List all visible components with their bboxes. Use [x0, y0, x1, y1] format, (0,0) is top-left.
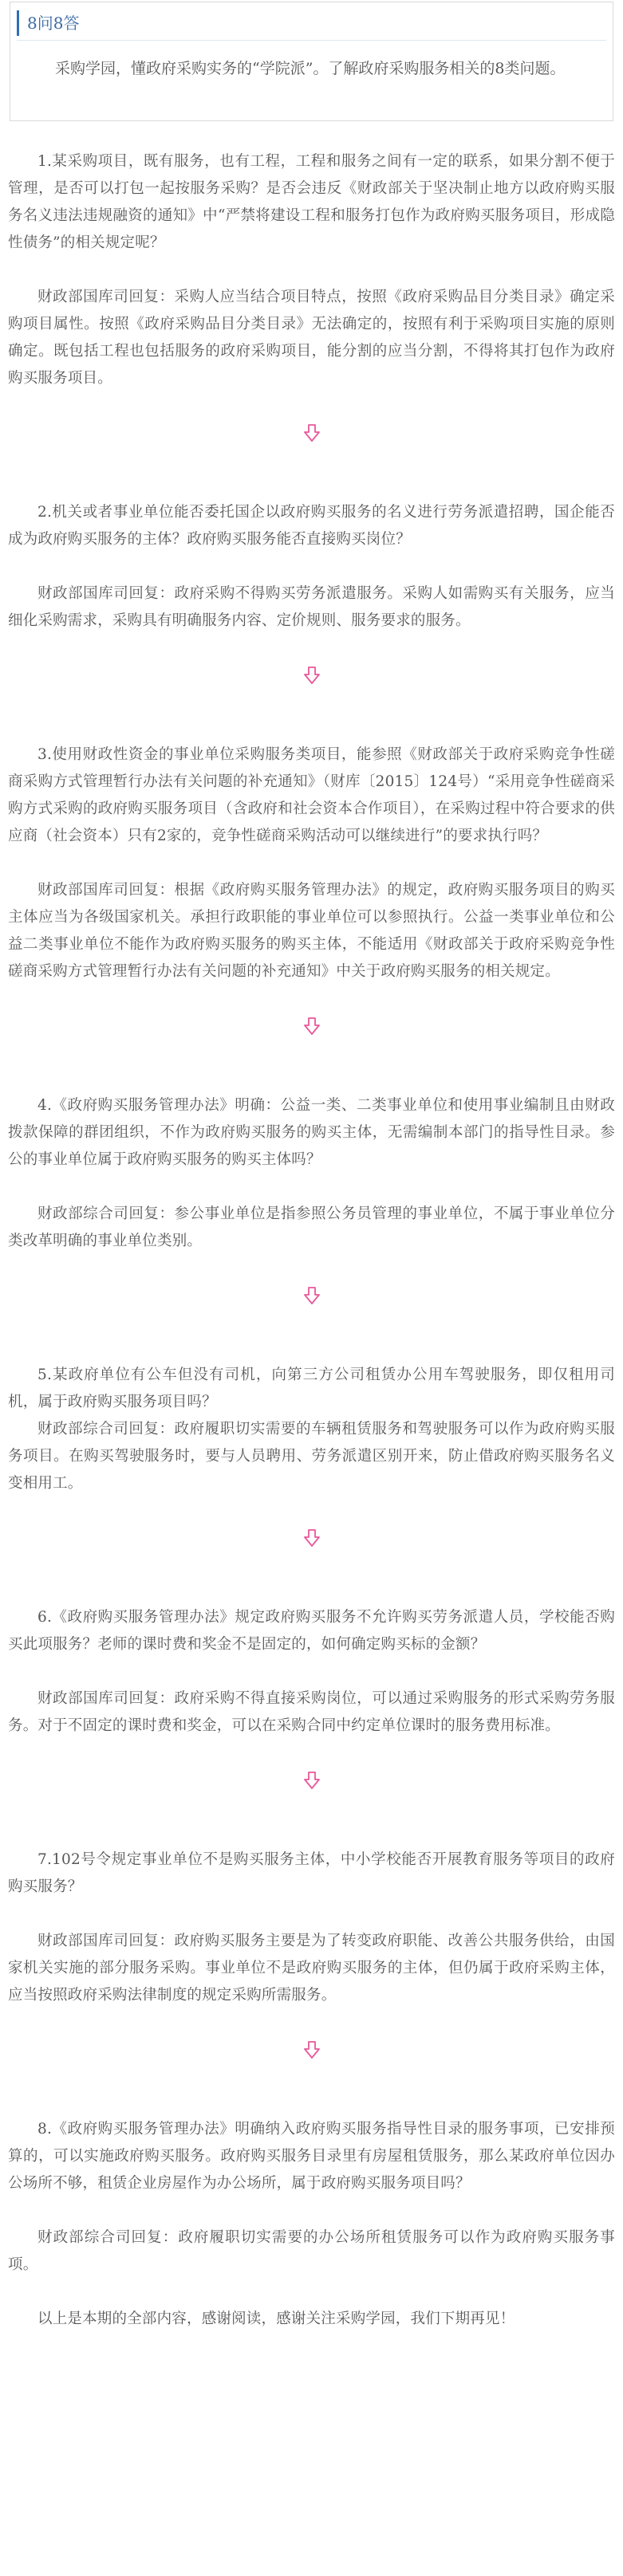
answer-8: 财政部综合司回复：政府履职切实需要的办公场所租赁服务可以作为政府购买服务事项。 [8, 2229, 615, 2273]
question-8: 8.《政府购买服务管理办法》明确纳入政府购买服务指导性目录的服务事项，已安排预算的，可以实施政府购买服务。政府购买服务目录里有房屋租赁服务，那么某政府单位因办公场所不够，租赁企业房屋作为办公场所，属于政府购买服务项目吗？ [8, 2121, 615, 2192]
down-arrow-icon [304, 1017, 320, 1035]
answer-3: 财政部国库司回复：根据《政府购买服务管理办法》的规定，政府购买服务项目的购买主体应当为各级国家机关。承担行政职能的事业单位可以参照执行。公益一类事业单位和公益二类事业单位不能作为政府购买服务的购买主体，不能适用《财政部关于政府采购竞争性磋商采购方式管理暂行办法有关问题的补充通知》中关于政府购买服务的相关规定。 [8, 882, 615, 980]
section-title: 8问8答 [17, 10, 606, 36]
down-arrow-icon [304, 1529, 320, 1547]
answer-1: 财政部国库司回复：采购人应当结合项目特点，按照《政府采购品目分类目录》确定采购项目属性。按照《政府采购品目分类目录》无法确定的，按照有利于采购项目实施的原则确定。既包括工程也包括服务的政府采购项目，能分割的应当分割，不得将其打包作为政府购买服务项目。 [8, 289, 615, 387]
answer-7: 财政部国库司回复：政府购买服务主要是为了转变政府职能、改善公共服务供给，由国家机关实施的部分服务采购。事业单位不是政府购买服务的主体，但仍属于政府采购主体，应当按照政府采购法律制度的规定采购所需服务。 [8, 1933, 615, 2004]
question-1: 1.某采购项目，既有服务，也有工程，工程和服务之间有一定的联系，如果分割不便于管理，是否可以打包一起按服务采购？是否会违反《财政部关于坚决制止地方以政府购买服务名义违法违规融资的通知》中“严禁将建设工程和服务打包作为政府购买服务项目，形成隐性债务”的相关规定呢？ [8, 153, 615, 251]
closing-text: 以上是本期的全部内容，感谢阅读，感谢关注采购学园，我们下期再见！ [37, 2311, 515, 2327]
question-6: 6.《政府购买服务管理办法》规定政府购买服务不允许购买劳务派遣人员，学校能否购买此项服务？老师的课时费和奖金不是固定的，如何确定购买标的金额？ [8, 1609, 615, 1653]
qa-list [8, 148, 615, 2333]
question-5: 5.某政府单位有公车但没有司机，向第三方公司租赁办公用车驾驶服务，即仅租用司机，属于政府购买服务项目吗？ [8, 1367, 615, 1410]
down-arrow-icon [304, 424, 320, 442]
question-3: 3.使用财政性资金的事业单位采购服务类项目，能参照《财政部关于政府采购竞争性磋商采购方式管理暂行办法有关问题的补充通知》（财库〔2015〕124号）“采用竞争性磋商采购方式采购的政府购买服务项目（含政府和社会资本合作项目），在采购过程中符合要求的供应商（社会资本）只有2家的，竞争性磋商采购活动可以继续进行”的要求执行吗？ [8, 746, 615, 844]
down-arrow-icon [304, 1772, 320, 1789]
down-arrow-icon [304, 1287, 320, 1304]
intro-text: 采购学园，懂政府采购实务的“学院派”。了解政府采购服务相关的8类问题。 [55, 60, 566, 77]
answer-2: 财政部国库司回复：政府采购不得购买劳务派遣服务。采购人如需购买有关服务，应当细化采购需求，采购具有明确服务内容、定价规则、服务要求的服务。 [8, 585, 615, 629]
down-arrow-icon [304, 667, 320, 684]
question-7: 7.102号令规定事业单位不是购买服务主体，中小学校能否开展教育服务等项目的政府购买服务？ [8, 1851, 615, 1895]
answer-4: 财政部综合司回复：参公事业单位是指参照公务员管理的事业单位，不属于事业单位分类改革明确的事业单位类别。 [8, 1205, 615, 1249]
down-arrow-icon [304, 2041, 320, 2059]
question-4: 4.《政府购买服务管理办法》明确：公益一类、二类事业单位和使用事业编制且由财政拨款保障的群团组织，不作为政府购买服务的购买主体，无需编制本部门的指导性目录。参公的事业单位属于政府购买服务的购买主体吗？ [8, 1097, 615, 1168]
answer-6: 财政部国库司回复：政府采购不得直接采购岗位，可以通过采购服务的形式采购劳务服务。对于不固定的课时费和奖金，可以在采购合同中约定单位课时的服务费用标准。 [8, 1690, 615, 1734]
intro-box [10, 2, 613, 121]
question-2: 2.机关或者事业单位能否委托国企以政府购买服务的名义进行劳务派遣招聘，国企能否成为政府购买服务的主体？政府购买服务能否直接购买岗位？ [8, 504, 615, 548]
answer-5: 财政部综合司回复：政府履职切实需要的车辆租赁服务和驾驶服务可以作为政府购买服务项目。在购买驾驶服务时，要与人员聘用、劳务派遣区别开来，防止借政府购买服务名义变相用工。 [8, 1421, 615, 1492]
